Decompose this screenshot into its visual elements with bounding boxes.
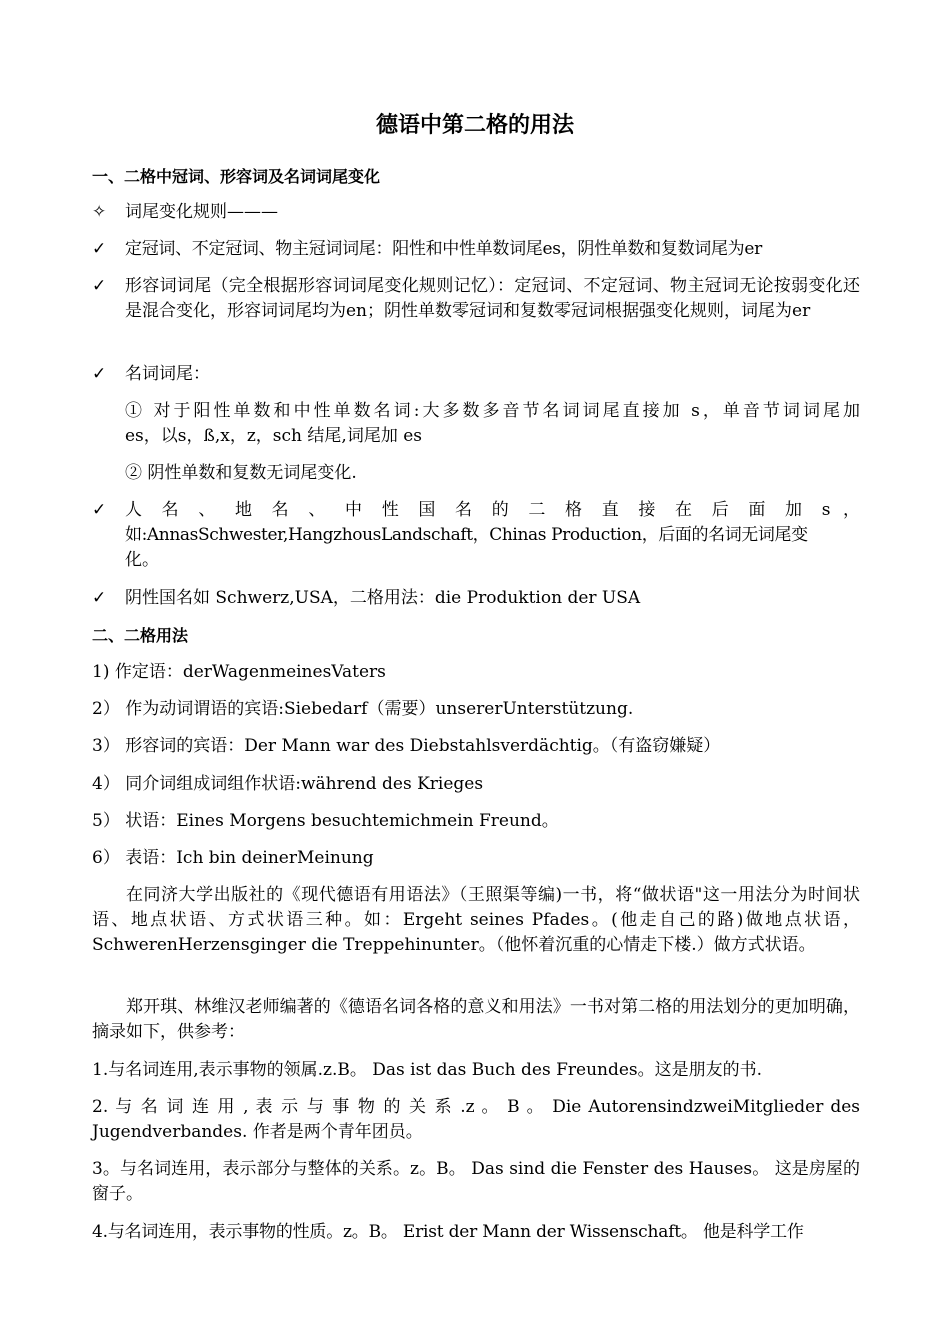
noun-rule-1-line-1: ① 对于阳性单数和中性单数名词:大多数多音节名词词尾直接加 s，单音节词词尾加 <box>125 401 860 421</box>
genitive-use-4: 4.与名词连用，表示事物的性质。z。B。 Erist der Mann der Wissenschaft。 他是科学工作 <box>92 1222 804 1242</box>
check-icon: ✓ <box>92 276 107 296</box>
section-heading-1: 一、二格中冠词、形容词及名词词尾变化 <box>92 167 381 186</box>
bullet-feminine-countries: 阴性国名如 Schwerz,USA，二格用法：die Produktion der USA <box>125 588 641 608</box>
genitive-use-3: 3。与名词连用，表示部分与整体的关系。z。B。 Das sind die Fenster des Hauses。 这是房屋的窗子。 <box>92 1159 860 1204</box>
usage-item-3: 3） 形容词的宾语：Der Mann war des Diebstahlsverdächtig。（有盗窃嫌疑） <box>92 736 721 756</box>
section-heading-2: 二、二格用法 <box>92 626 189 645</box>
usage-item-6: 6） 表语：Ich bin deinerMeinung <box>92 848 374 868</box>
bullet-names-line-3: 化。 <box>125 550 159 570</box>
usage-item-5: 5） 状语：Eines Morgens besuchtemichmein Freund。 <box>92 811 559 831</box>
bullet-names-line-2: 如:AnnasSchwester,HangzhousLandschaft，Chinas Production，后面的名词无词尾变 <box>125 525 808 545</box>
check-icon: ✓ <box>92 364 107 384</box>
genitive-use-2-line-2: Jugendverbandes. 作者是两个青年团员。 <box>92 1122 423 1142</box>
paragraph-reference: 郑开琪、林维汉老师编著的《德语名词各格的意义和用法》一书对第二格的用法划分的更加明确，摘录如下，供参考： <box>92 997 860 1042</box>
rule-intro: 词尾变化规则——— <box>125 202 278 222</box>
bullet-adjectives: 形容词词尾（完全根据形容词词尾变化规则记忆）：定冠词、不定冠词、物主冠词无论按弱变化还是混合变化，形容词词尾均为en；阴性单数零冠词和复数零冠词根据强变化规则，词尾为er <box>125 276 860 321</box>
check-icon: ✓ <box>92 588 107 608</box>
diamond-bullet-icon: ✧ <box>92 202 107 222</box>
noun-rule-2: ② 阴性单数和复数无词尾变化. <box>125 463 357 483</box>
usage-item-1: 1) 作定语：derWagenmeinesVaters <box>92 662 386 682</box>
noun-rule-1-line-2: es，以s，ß,x，z，sch 结尾,词尾加 es <box>125 426 423 446</box>
page-title: 德语中第二格的用法 <box>375 112 574 138</box>
bullet-nouns: 名词词尾： <box>125 364 210 384</box>
bullet-names-line-1: 人 名 、 地 名 、 中 性 国 名 的 二 格 直 接 在 后 面 加 s ， <box>125 500 860 520</box>
check-icon: ✓ <box>92 500 107 520</box>
check-icon: ✓ <box>92 239 107 259</box>
usage-item-4: 4） 同介词组成词组作状语:während des Krieges <box>92 774 484 794</box>
bullet-articles: 定冠词、不定冠词、物主冠词词尾：阳性和中性单数词尾es，阴性单数和复数词尾为er <box>125 239 762 259</box>
paragraph-adverbial: 在同济大学出版社的《现代德语有用语法》（王照渠等编)一书，将“做状语"这一用法分为时间状语、地点状语、方式状语三种。如：Ergeht seines Pfades。(他走自己的路)做地点状语，SchwerenHerzensginger die Treppehinunter。（他怀着沉重的心情走下楼.）做方式状语。 <box>92 885 860 955</box>
usage-item-2: 2） 作为动词谓语的宾语:Siebedarf（需要）unsererUnterstützung. <box>92 699 634 719</box>
genitive-use-1: 1.与名词连用,表示事物的领属.z.B。 Das ist das Buch des Freundes。这是朋友的书. <box>92 1060 763 1080</box>
genitive-use-2-line-1: 2. 与 名 词 连 用 , 表 示 与 事 物 的 关 系 .z 。 B 。 Die AutorensindzweiMitglieder des <box>92 1097 860 1117</box>
